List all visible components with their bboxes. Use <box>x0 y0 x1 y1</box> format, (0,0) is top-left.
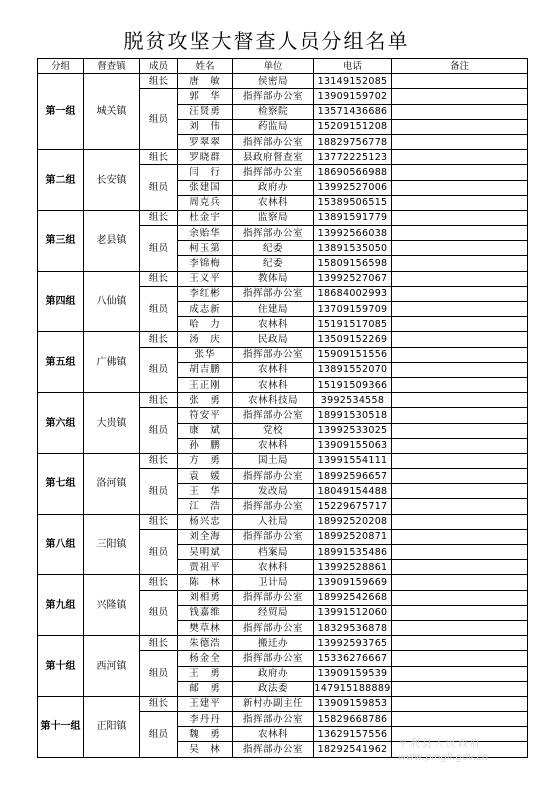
role-cell: 组员 <box>140 286 178 332</box>
unit-cell: 农林科 <box>233 560 314 575</box>
phone-cell: 13509152269 <box>314 332 392 347</box>
name-cell: 罗晓群 <box>178 150 233 165</box>
unit-cell: 指挥部办公室 <box>233 620 314 635</box>
group-cell: 第十一组 <box>38 696 84 757</box>
remarks-cell <box>392 393 528 408</box>
unit-cell: 指挥部办公室 <box>233 89 314 104</box>
watermark-url: www.pingli.gov.cn <box>398 752 489 763</box>
unit-cell: 卫计局 <box>233 575 314 590</box>
name-cell: 李锦梅 <box>178 256 233 271</box>
phone-cell: 15191517085 <box>314 317 392 332</box>
column-header-unit: 单位 <box>233 59 314 74</box>
name-cell: 符安平 <box>178 408 233 423</box>
phone-cell: 15389506515 <box>314 195 392 210</box>
remarks-cell <box>392 484 528 499</box>
remarks-cell <box>392 74 528 89</box>
name-cell: 孙 鹏 <box>178 438 233 453</box>
unit-cell: 农林科技局 <box>233 393 314 408</box>
role-cell: 组长 <box>140 575 178 590</box>
unit-cell: 指挥部办公室 <box>233 408 314 423</box>
unit-cell: 政法委 <box>233 681 314 696</box>
table-row <box>38 74 528 89</box>
role-cell: 组员 <box>140 165 178 211</box>
name-cell: 钱嘉维 <box>178 605 233 620</box>
phone-cell: 3992534558 <box>314 393 392 408</box>
role-cell: 组员 <box>140 651 178 697</box>
town-cell: 大贵镇 <box>84 393 140 454</box>
name-cell: 成志新 <box>178 302 233 317</box>
unit-cell: 纪委 <box>233 256 314 271</box>
unit-cell: 发改局 <box>233 484 314 499</box>
remarks-cell <box>392 256 528 271</box>
unit-cell: 教体局 <box>233 271 314 286</box>
name-cell: 刘 伟 <box>178 119 233 134</box>
unit-cell: 指挥部办公室 <box>233 499 314 514</box>
phone-cell: 13992528861 <box>314 560 392 575</box>
role-cell: 组长 <box>140 332 178 347</box>
unit-cell: 政府办 <box>233 180 314 195</box>
phone-cell: 13909159702 <box>314 89 392 104</box>
unit-cell: 农林科 <box>233 362 314 377</box>
remarks-cell <box>392 651 528 666</box>
phone-cell: 18992520208 <box>314 514 392 529</box>
name-cell: 刘相勇 <box>178 590 233 605</box>
name-cell: 杨兴忠 <box>178 514 233 529</box>
unit-cell: 指挥部办公室 <box>233 742 314 757</box>
table-row <box>38 636 528 651</box>
remarks-cell <box>392 271 528 286</box>
remarks-cell <box>392 560 528 575</box>
name-cell: 罗翠翠 <box>178 134 233 149</box>
table-row <box>38 393 528 408</box>
name-cell: 方 勇 <box>178 453 233 468</box>
role-cell: 组长 <box>140 696 178 711</box>
group-cell: 第二组 <box>38 150 84 211</box>
phone-cell: 15336276667 <box>314 651 392 666</box>
name-cell: 王建平 <box>178 696 233 711</box>
phone-cell: 18992596657 <box>314 469 392 484</box>
table-row <box>38 453 528 468</box>
remarks-cell <box>392 666 528 681</box>
name-cell: 魏 勇 <box>178 727 233 742</box>
name-cell: 余贻华 <box>178 226 233 241</box>
town-cell: 正阳镇 <box>84 696 140 757</box>
name-cell: 张建国 <box>178 180 233 195</box>
phone-cell: 18049154488 <box>314 484 392 499</box>
group-cell: 第三组 <box>38 210 84 271</box>
remarks-cell <box>392 180 528 195</box>
name-cell: 王 勇 <box>178 666 233 681</box>
remarks-cell <box>392 438 528 453</box>
column-header-town: 督查镇 <box>84 59 140 74</box>
unit-cell: 检察院 <box>233 104 314 119</box>
name-cell: 陈 林 <box>178 575 233 590</box>
phone-cell: 18690566988 <box>314 165 392 180</box>
phone-cell: 13992566038 <box>314 226 392 241</box>
name-cell: 邮 勇 <box>178 681 233 696</box>
unit-cell: 指挥部办公室 <box>233 134 314 149</box>
phone-cell: 13991554111 <box>314 453 392 468</box>
unit-cell: 县政府督查室 <box>233 150 314 165</box>
role-cell: 组长 <box>140 74 178 89</box>
remarks-cell <box>392 286 528 301</box>
unit-cell: 民政局 <box>233 332 314 347</box>
role-cell: 组员 <box>140 89 178 150</box>
remarks-cell <box>392 620 528 635</box>
remarks-cell <box>392 195 528 210</box>
town-cell: 八仙镇 <box>84 271 140 332</box>
unit-cell: 农林科 <box>233 727 314 742</box>
town-cell: 城关镇 <box>84 74 140 150</box>
remarks-cell <box>392 210 528 225</box>
group-cell: 第四组 <box>38 271 84 332</box>
name-cell: 汪贤勇 <box>178 104 233 119</box>
phone-cell: 13909159539 <box>314 666 392 681</box>
remarks-cell <box>392 241 528 256</box>
group-cell: 第十组 <box>38 636 84 697</box>
site-watermark <box>398 738 533 778</box>
group-cell: 第八组 <box>38 514 84 575</box>
remarks-cell <box>392 545 528 560</box>
phone-cell: 18329536878 <box>314 620 392 635</box>
remarks-cell <box>392 362 528 377</box>
town-cell: 广佛镇 <box>84 332 140 393</box>
unit-cell: 指挥部办公室 <box>233 226 314 241</box>
role-cell: 组员 <box>140 590 178 636</box>
name-cell: 李丹丹 <box>178 712 233 727</box>
phone-cell: 13909159853 <box>314 696 392 711</box>
remarks-cell <box>392 499 528 514</box>
roster-table <box>37 58 528 758</box>
town-cell: 长安镇 <box>84 150 140 211</box>
name-cell: 李红彬 <box>178 286 233 301</box>
table-row <box>38 150 528 165</box>
phone-cell: 13992533025 <box>314 423 392 438</box>
remarks-cell <box>392 302 528 317</box>
unit-cell: 人社局 <box>233 514 314 529</box>
remarks-cell <box>392 575 528 590</box>
name-cell: 柯玉第 <box>178 241 233 256</box>
column-header-phone: 电话 <box>314 59 392 74</box>
unit-cell: 药监局 <box>233 119 314 134</box>
remarks-cell <box>392 529 528 544</box>
name-cell: 王 华 <box>178 484 233 499</box>
role-cell: 组员 <box>140 408 178 454</box>
name-cell: 吴明斌 <box>178 545 233 560</box>
remarks-cell <box>392 332 528 347</box>
name-cell: 贾祖平 <box>178 560 233 575</box>
column-header-remarks: 备注 <box>392 59 528 74</box>
town-cell: 兴隆镇 <box>84 575 140 636</box>
remarks-cell <box>392 150 528 165</box>
name-cell: 吴 林 <box>178 742 233 757</box>
phone-cell: 15209151208 <box>314 119 392 134</box>
name-cell: 樊草林 <box>178 620 233 635</box>
remarks-cell <box>392 712 528 727</box>
phone-cell: 18991535486 <box>314 545 392 560</box>
column-header-group: 分组 <box>38 59 84 74</box>
remarks-cell <box>392 134 528 149</box>
phone-cell: 13909159669 <box>314 575 392 590</box>
phone-cell: 18684002993 <box>314 286 392 301</box>
unit-cell: 农林科 <box>233 377 314 392</box>
table-row <box>38 696 528 711</box>
town-cell: 老县镇 <box>84 210 140 271</box>
group-cell: 第七组 <box>38 453 84 514</box>
unit-cell: 指挥部办公室 <box>233 286 314 301</box>
phone-cell: 13992593765 <box>314 636 392 651</box>
table-row <box>38 271 528 286</box>
remarks-cell <box>392 347 528 362</box>
table-row <box>38 332 528 347</box>
role-cell: 组员 <box>140 347 178 393</box>
phone-cell: 13991512060 <box>314 605 392 620</box>
unit-cell: 档案局 <box>233 545 314 560</box>
unit-cell: 党校 <box>233 423 314 438</box>
group-cell: 第五组 <box>38 332 84 393</box>
table-row <box>38 575 528 590</box>
remarks-cell <box>392 453 528 468</box>
name-cell: 杨金全 <box>178 651 233 666</box>
remarks-cell <box>392 377 528 392</box>
phone-cell: 147915188889 <box>314 681 392 696</box>
remarks-cell <box>392 119 528 134</box>
phone-cell: 13992527067 <box>314 271 392 286</box>
remarks-cell <box>392 605 528 620</box>
name-cell: 王正刚 <box>178 377 233 392</box>
phone-cell: 13709159709 <box>314 302 392 317</box>
column-header-role: 成员 <box>140 59 178 74</box>
roster-body <box>38 74 528 757</box>
group-cell: 第一组 <box>38 74 84 150</box>
town-cell: 三阳镇 <box>84 514 140 575</box>
name-cell: 周克兵 <box>178 195 233 210</box>
phone-cell: 15809156598 <box>314 256 392 271</box>
role-cell: 组员 <box>140 469 178 515</box>
role-cell: 组长 <box>140 453 178 468</box>
phone-cell: 13992527006 <box>314 180 392 195</box>
unit-cell: 指挥部办公室 <box>233 712 314 727</box>
role-cell: 组长 <box>140 150 178 165</box>
unit-cell: 侯密局 <box>233 74 314 89</box>
remarks-cell <box>392 681 528 696</box>
remarks-cell <box>392 165 528 180</box>
unit-cell: 政府办 <box>233 666 314 681</box>
watermark-text: 平利县人民政府 <box>398 739 482 750</box>
unit-cell: 指挥部办公室 <box>233 590 314 605</box>
role-cell: 组长 <box>140 514 178 529</box>
group-cell: 第九组 <box>38 575 84 636</box>
phone-cell: 13891591779 <box>314 210 392 225</box>
remarks-cell <box>392 514 528 529</box>
unit-cell: 指挥部办公室 <box>233 165 314 180</box>
town-cell: 西河镇 <box>84 636 140 697</box>
phone-cell: 13909155063 <box>314 438 392 453</box>
phone-cell: 13629157556 <box>314 727 392 742</box>
unit-cell: 监察局 <box>233 210 314 225</box>
phone-cell: 18992520871 <box>314 529 392 544</box>
phone-cell: 13149152085 <box>314 74 392 89</box>
header-row <box>38 59 528 74</box>
name-cell: 朱德浩 <box>178 636 233 651</box>
unit-cell: 指挥部办公室 <box>233 347 314 362</box>
remarks-cell <box>392 226 528 241</box>
table-row <box>38 514 528 529</box>
unit-cell: 农林科 <box>233 195 314 210</box>
group-cell: 第六组 <box>38 393 84 454</box>
name-cell: 张 勇 <box>178 393 233 408</box>
remarks-cell <box>392 423 528 438</box>
unit-cell: 新村办副主任 <box>233 696 314 711</box>
remarks-cell <box>392 408 528 423</box>
name-cell: 汤 庆 <box>178 332 233 347</box>
remarks-cell <box>392 590 528 605</box>
unit-cell: 纪委 <box>233 241 314 256</box>
table-row <box>38 210 528 225</box>
phone-cell: 18991530518 <box>314 408 392 423</box>
name-cell: 哈 力 <box>178 317 233 332</box>
name-cell: 唐 敏 <box>178 74 233 89</box>
remarks-cell <box>392 696 528 711</box>
phone-cell: 15229675717 <box>314 499 392 514</box>
phone-cell: 18829756778 <box>314 134 392 149</box>
name-cell: 闫 行 <box>178 165 233 180</box>
column-header-name: 姓名 <box>178 59 233 74</box>
name-cell: 刘全海 <box>178 529 233 544</box>
unit-cell: 农林科 <box>233 317 314 332</box>
phone-cell: 13571436686 <box>314 104 392 119</box>
remarks-cell <box>392 469 528 484</box>
role-cell: 组长 <box>140 210 178 225</box>
page-title: 脱贫攻坚大督查人员分组名单 <box>123 29 410 53</box>
remarks-cell <box>392 104 528 119</box>
unit-cell: 指挥部办公室 <box>233 651 314 666</box>
unit-cell: 经贸局 <box>233 605 314 620</box>
unit-cell: 农林科 <box>233 438 314 453</box>
role-cell: 组员 <box>140 226 178 272</box>
unit-cell: 住建局 <box>233 302 314 317</box>
name-cell: 杜金宇 <box>178 210 233 225</box>
town-cell: 洛河镇 <box>84 453 140 514</box>
remarks-cell <box>392 636 528 651</box>
remarks-cell <box>392 317 528 332</box>
name-cell: 郭 华 <box>178 89 233 104</box>
phone-cell: 18292541962 <box>314 742 392 757</box>
phone-cell: 18992542668 <box>314 590 392 605</box>
name-cell: 康 斌 <box>178 423 233 438</box>
role-cell: 组长 <box>140 393 178 408</box>
name-cell: 王义平 <box>178 271 233 286</box>
unit-cell: 国土局 <box>233 453 314 468</box>
role-cell: 组长 <box>140 636 178 651</box>
name-cell: 胡吉鹏 <box>178 362 233 377</box>
name-cell: 袁 媛 <box>178 469 233 484</box>
phone-cell: 13891535050 <box>314 241 392 256</box>
role-cell: 组员 <box>140 529 178 575</box>
unit-cell: 指挥部办公室 <box>233 529 314 544</box>
phone-cell: 13772225123 <box>314 150 392 165</box>
role-cell: 组员 <box>140 712 178 758</box>
role-cell: 组长 <box>140 271 178 286</box>
phone-cell: 13891552070 <box>314 362 392 377</box>
phone-cell: 15829668786 <box>314 712 392 727</box>
name-cell: 江 浩 <box>178 499 233 514</box>
remarks-cell <box>392 89 528 104</box>
unit-cell: 搬迁办 <box>233 636 314 651</box>
unit-cell: 指挥部办公室 <box>233 469 314 484</box>
phone-cell: 15909151556 <box>314 347 392 362</box>
name-cell: 张华 <box>178 347 233 362</box>
phone-cell: 15191509366 <box>314 377 392 392</box>
